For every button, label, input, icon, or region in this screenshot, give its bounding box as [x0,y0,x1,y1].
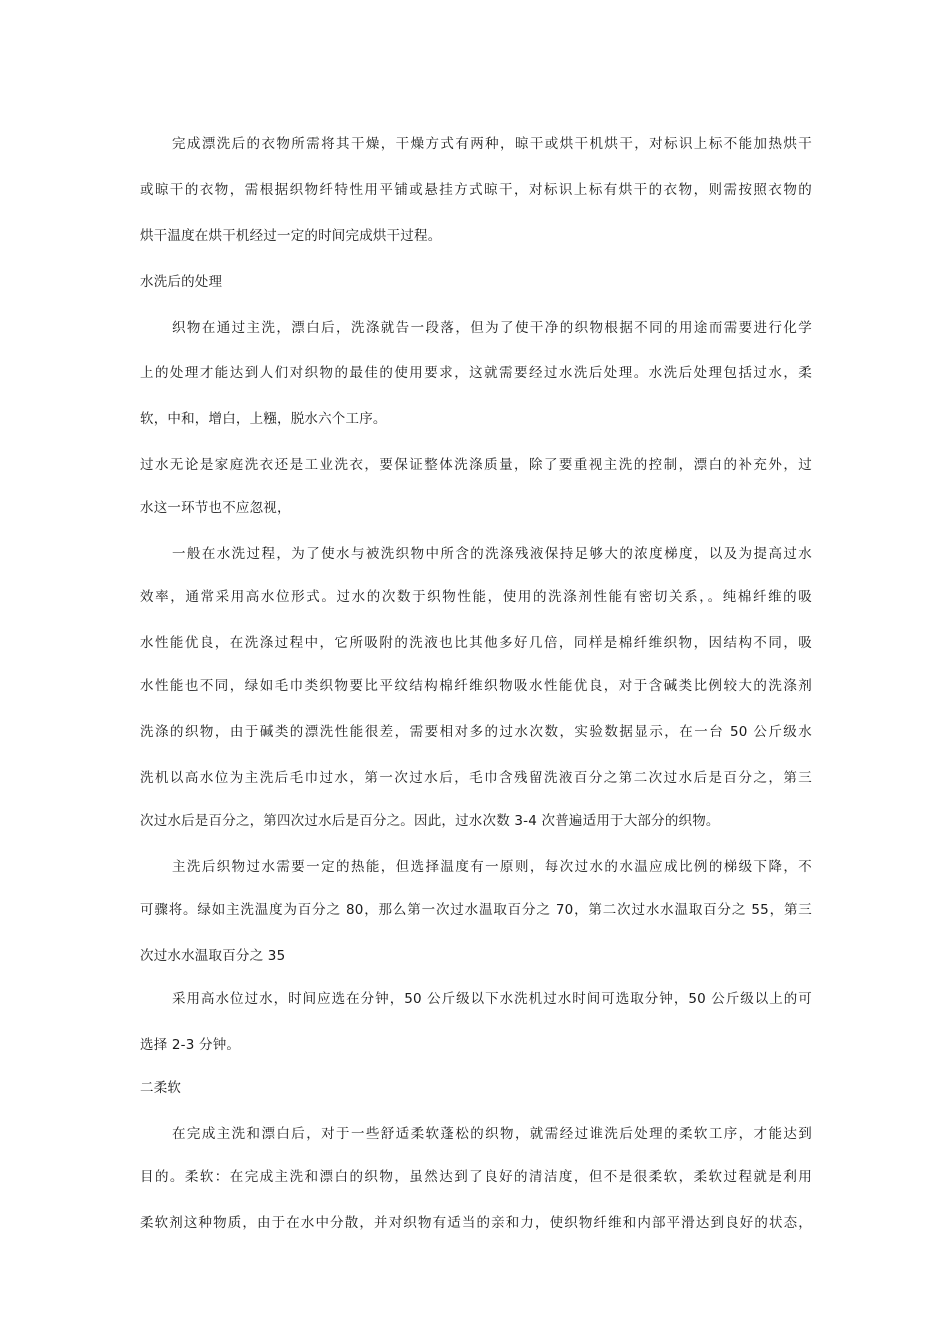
paragraph-line: 次过水后是百分之，第四次过水后是百分之。因此，过水次数 3-4 次普遍适用于大部分的织物。 [140,813,720,829]
paragraph-line: 水性能也不同，绿如毛巾类织物要比平纹结构棉纤维织物吸水性能优良，对于含碱类比例较大的洗涤剂 [140,678,812,694]
paragraph-line: 完成漂洗后的衣物所需将其干燥，干燥方式有两种，晾干或烘干机烘干，对标识上标不能加热烘干 [172,136,812,152]
section-heading: 二柔软 [140,1080,182,1096]
paragraph-line: 目的。柔软：在完成主洗和漂白的织物，虽然达到了良好的清洁度，但不是很柔软，柔软过程就是利用 [140,1169,812,1185]
paragraph-line: 在完成主洗和漂白后，对于一些舒适柔软蓬松的织物，就需经过谁洗后处理的柔软工序，才能达到 [172,1126,812,1142]
paragraph-line: 水性能优良，在洗涤过程中，它所吸附的洗液也比其他多好几倍，同样是棉纤维织物，因结构不同，吸 [140,635,812,651]
paragraph-line: 洗机以高水位为主洗后毛巾过水，第一次过水后，毛巾含残留洗液百分之第二次过水后是百分之，第三 [140,770,812,786]
paragraph-line: 洗涤的织物，由于碱类的漂洗性能很差，需要相对多的过水次数，实验数据显示，在一台 50 公斤级水 [140,724,812,740]
paragraph-line: 选择 2-3 分钟。 [140,1037,241,1053]
paragraph-line: 一般在水洗过程，为了使水与被洗织物中所含的洗涤残液保持足够大的浓度梯度，以及为提高过水 [172,546,812,562]
paragraph-line: 次过水水温取百分之 35 [140,948,286,964]
paragraph-line: 可骤将。绿如主洗温度为百分之 80，那么第一次过水温取百分之 70，第二次过水水温取百分之 55，第三 [140,902,812,918]
paragraph-line: 上的处理才能达到人们对织物的最佳的使用要求，这就需要经过水洗后处理。水洗后处理包括过水，柔 [140,365,812,381]
paragraph-line: 水这一环节也不应忽视， [140,500,291,516]
paragraph-line: 主洗后织物过水需要一定的热能，但选择温度有一原则，每次过水的水温应成比例的梯级下降，不 [172,859,812,875]
paragraph-line: 柔软剂这种物质，由于在水中分散，并对织物有适当的亲和力，使织物纤维和内部平滑达到良好的状态， [140,1215,812,1231]
paragraph-line: 或晾干的衣物，需根据织物纤特性用平铺或悬挂方式晾干，对标识上标有烘干的衣物，则需按照衣物的 [140,182,812,198]
paragraph-line: 织物在通过主洗，漂白后，洗涤就告一段落，但为了使干净的织物根据不同的用途而需要进行化学 [172,320,812,336]
paragraph-line: 过水无论是家庭洗衣还是工业洗衣，要保证整体洗涤质量，除了要重视主洗的控制，漂白的补充外，过 [140,457,812,473]
paragraph-line: 烘干温度在烘干机经过一定的时间完成烘干过程。 [140,228,442,244]
paragraph-line: 采用高水位过水，时间应选在分钟，50 公斤级以下水洗机过水时间可选取分钟，50 公斤级以上的可 [172,991,812,1007]
paragraph-line: 效率，通常采用高水位形式。过水的次数于织物性能，使用的洗涤剂性能有密切关系，。纯棉纤维的吸 [140,589,812,605]
paragraph-line: 软，中和，增白，上糨，脱水六个工序。 [140,411,387,427]
section-heading: 水洗后的处理 [140,274,223,290]
